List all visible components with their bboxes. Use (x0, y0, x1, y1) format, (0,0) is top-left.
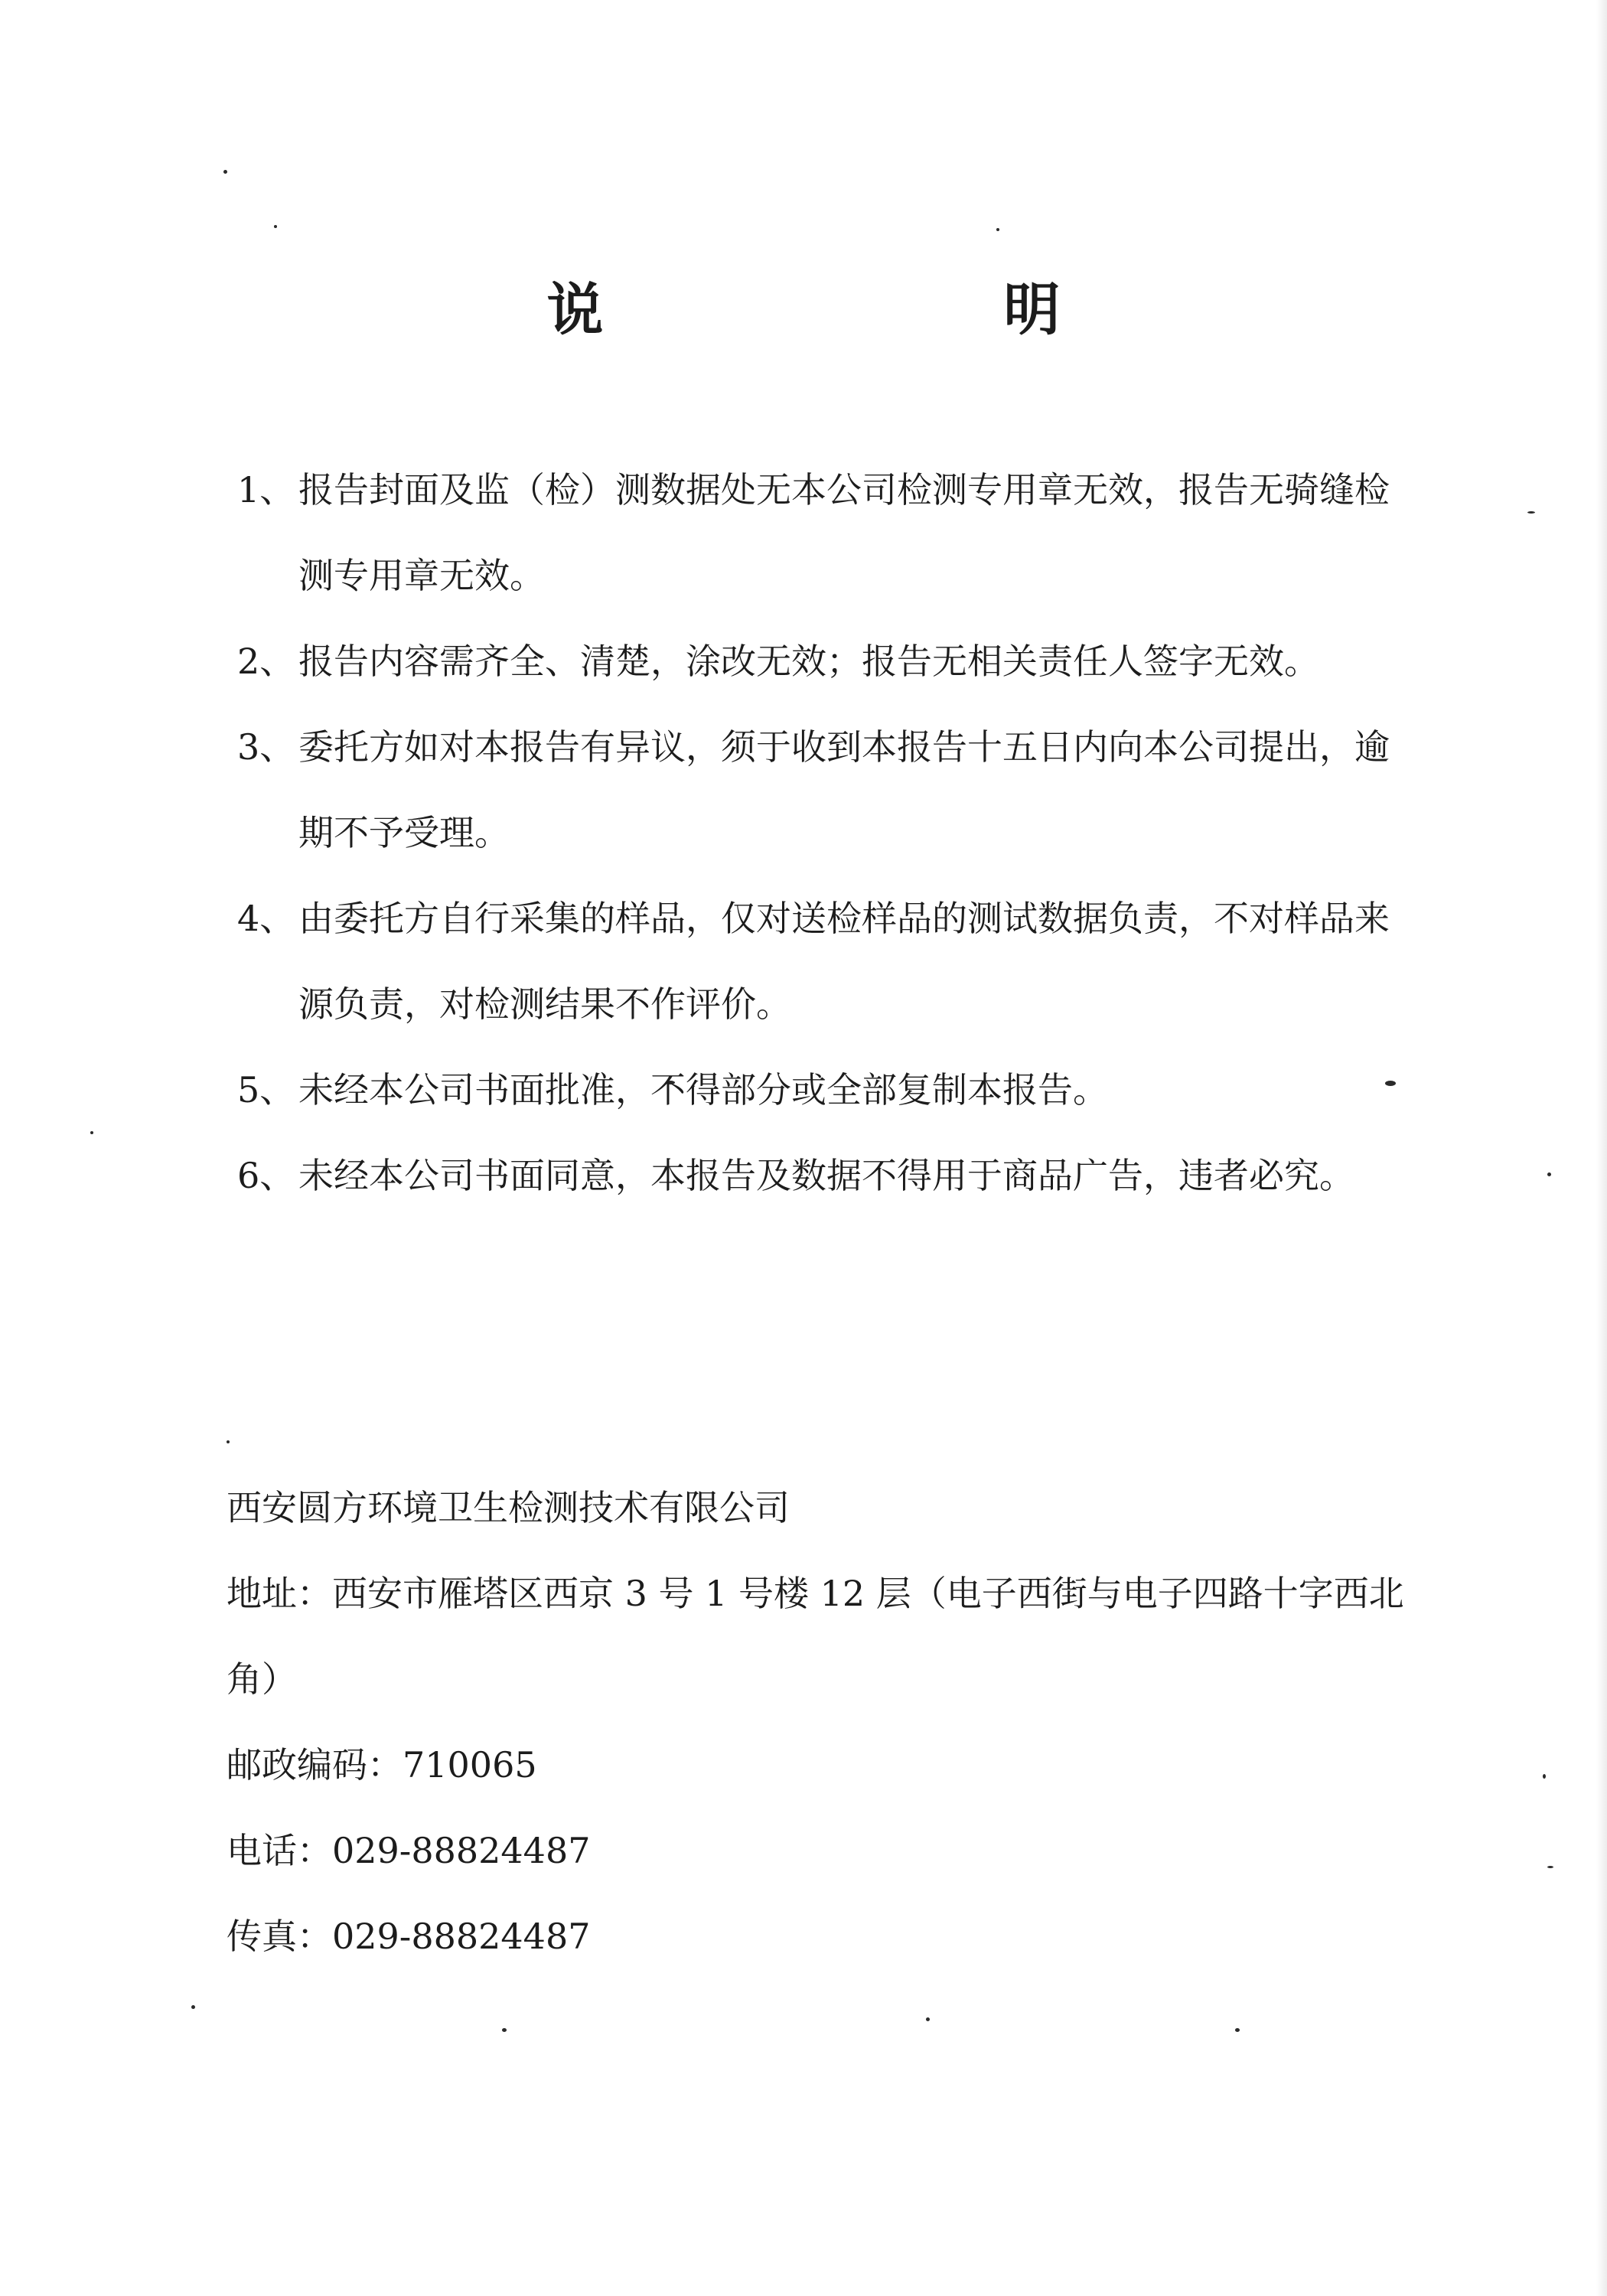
note-text: 报告封面及监（检）测数据处无本公司检测专用章无效，报告无骑缝检测专用章无效。 (298, 469, 1390, 596)
note-number: 1、 (237, 469, 295, 510)
note-number: 3、 (237, 726, 295, 768)
scan-speck (227, 1440, 230, 1443)
note-item (237, 876, 1400, 1047)
address-label: 地址： (227, 1573, 332, 1614)
fax-label: 传真： (227, 1916, 332, 1957)
scan-speck (1547, 1172, 1551, 1176)
postcode-label: 邮政编码： (227, 1744, 403, 1786)
page-title: 说 明 (546, 277, 1156, 343)
notes-list (237, 447, 1400, 1218)
note-item (237, 618, 1400, 704)
fax-row (227, 1893, 1405, 1979)
note-item (237, 1133, 1400, 1218)
scan-speck (191, 2005, 195, 2009)
phone-row (227, 1808, 1405, 1893)
fax-value: 029-88824487 (332, 1916, 591, 1957)
note-item (237, 704, 1400, 876)
note-item (237, 447, 1400, 618)
note-text: 委托方如对本报告有异议，须于收到本报告十五日内向本公司提出，逾期不予受理。 (298, 726, 1390, 853)
scan-speck (996, 228, 999, 231)
scan-speck (1527, 511, 1535, 514)
note-item (237, 1047, 1400, 1133)
phone-label: 电话： (227, 1830, 332, 1871)
address-value: 西安市雁塔区西京 3 号 1 号楼 12 层（电子西街与电子四路十字西北角） (227, 1573, 1404, 1700)
address-row (227, 1551, 1405, 1722)
scan-speck (1543, 1774, 1546, 1779)
scan-speck (502, 2028, 507, 2032)
note-text: 未经本公司书面同意，本报告及数据不得用于商品广告，违者必究。 (298, 1155, 1354, 1196)
scan-speck (274, 225, 277, 228)
note-number: 4、 (237, 898, 295, 939)
scan-speck (1235, 2028, 1240, 2032)
scan-speck (1547, 1866, 1553, 1868)
scan-speck (926, 2017, 930, 2021)
company-name: 西安圆方环境卫生检测技术有限公司 (227, 1487, 790, 1528)
postcode-value: 710065 (403, 1744, 537, 1786)
note-text: 由委托方自行采集的样品，仅对送检样品的测试数据负责，不对样品来源负责，对检测结果不作评价。 (298, 898, 1390, 1025)
note-number: 6、 (237, 1155, 295, 1196)
contact-block (227, 1465, 1405, 1979)
note-number: 2、 (237, 641, 295, 682)
scan-speck (223, 170, 227, 174)
postcode-row (227, 1722, 1405, 1808)
note-text: 报告内容需齐全、清楚，涂改无效；报告无相关责任人签字无效。 (298, 641, 1319, 682)
note-text: 未经本公司书面批准，不得部分或全部复制本报告。 (298, 1069, 1108, 1110)
note-number: 5、 (237, 1069, 295, 1110)
scan-speck (90, 1131, 93, 1134)
phone-value: 029-88824487 (332, 1830, 591, 1871)
